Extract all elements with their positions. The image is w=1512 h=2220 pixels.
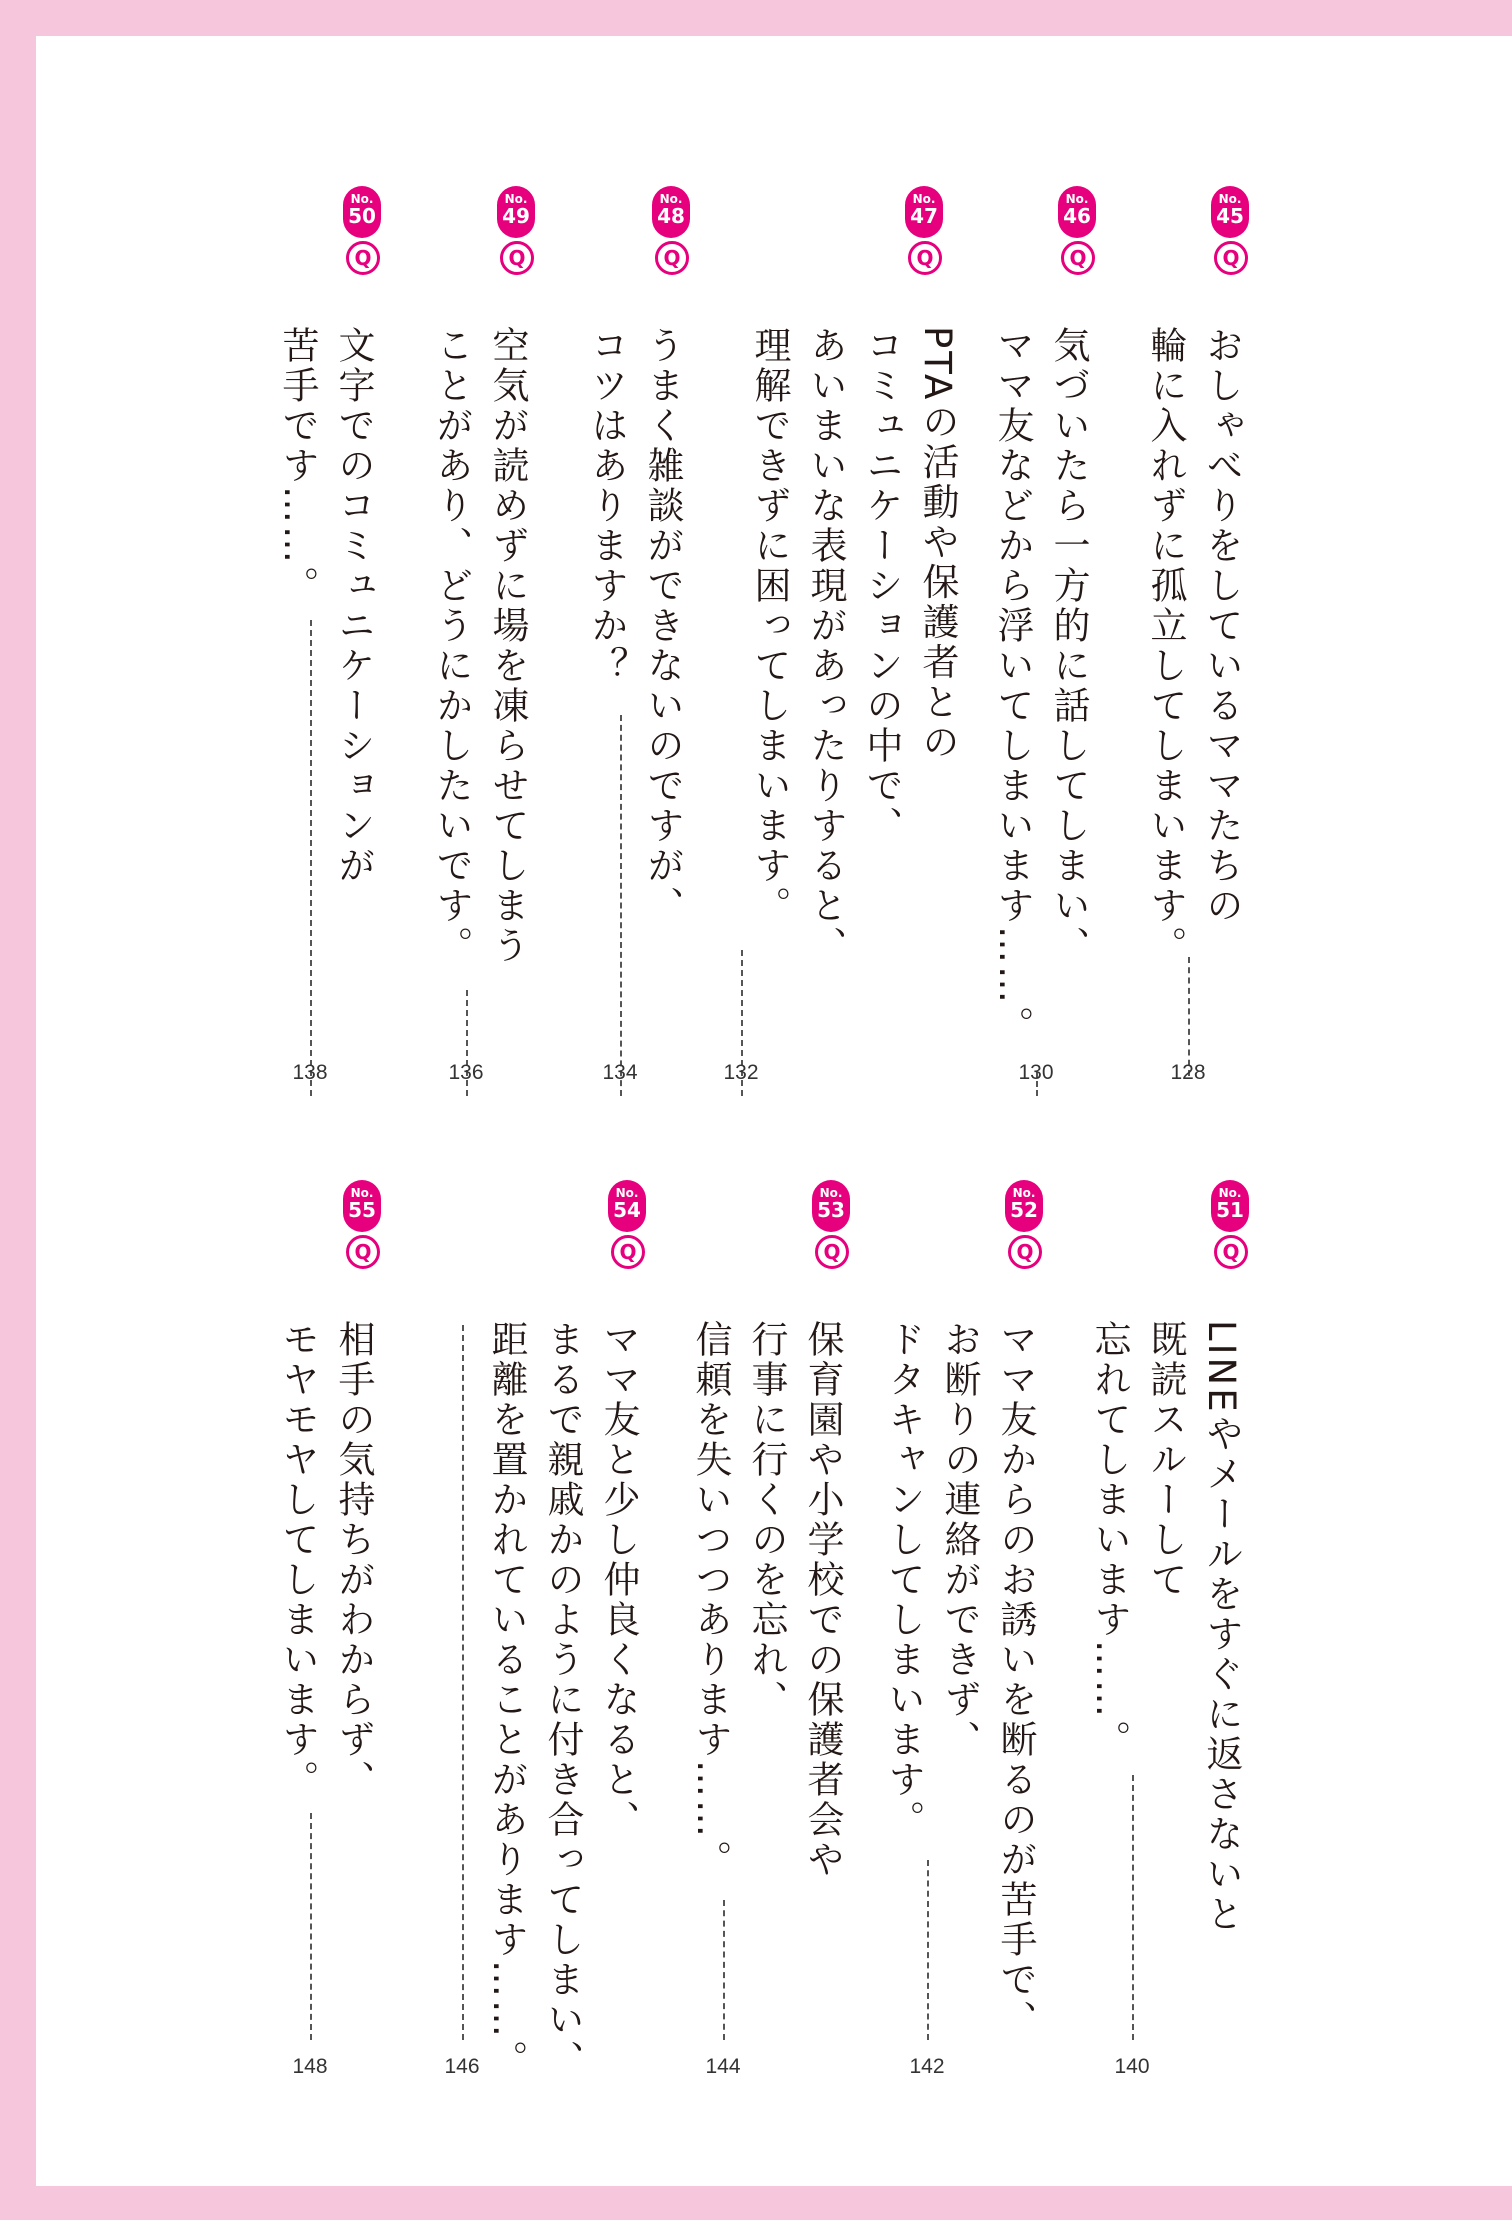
question-number: 50 [348,204,376,228]
question-text: うまく雑談ができないのですが、 コツはありますか？ [585,326,684,926]
q-mark-icon: Q [908,241,942,275]
question-number: 49 [502,204,530,228]
question-number: 45 [1216,204,1244,228]
number-prefix: No. [350,192,374,206]
page-number[interactable]: 132 [723,1061,759,1084]
question-text: PTAの活動や保護者との コミュニケーションの中で、 あいまいな表現があったりすると、 理解できずに困ってしまいます。 [748,326,959,966]
number-prefix: No. [1065,192,1089,206]
page-number[interactable]: 148 [292,2055,328,2078]
book-page [36,36,1512,2186]
page-number[interactable]: 130 [1018,1061,1054,1084]
number-prefix: No. [1012,1186,1036,1200]
question-number: 53 [817,1198,845,1222]
question-number-badge [1211,1180,1249,1232]
question-text: ママ友からのお誘いを断るのが苦手で、 お断りの連絡ができず、 ドタキャンしてしまいます。 [882,1320,1037,2040]
leader-dashed-line [310,620,312,1096]
q-mark-icon: Q [1214,1235,1248,1269]
q-mark-icon: Q [346,241,380,275]
q-mark-icon: Q [611,1235,645,1269]
question-number: 46 [1063,204,1091,228]
leader-dashed-line [723,1900,725,2040]
question-text: 保育園や小学校での保護者会や 行事に行くのを忘れ、 信頼を失いつつあります……。 [689,1320,844,1880]
question-number-badge [652,186,690,238]
question-number-badge [608,1180,646,1232]
number-prefix: No. [504,192,528,206]
question-number: 47 [910,204,938,228]
leader-dashed-line [927,1860,929,2040]
leader-dashed-line [1132,1775,1134,2040]
number-prefix: No. [659,192,683,206]
page-number[interactable]: 142 [909,2055,945,2078]
page-number[interactable]: 146 [444,2055,480,2078]
page-number[interactable]: 134 [602,1061,638,1084]
question-text: 相手の気持ちがわからず、 モヤモヤしてしまいます。 [276,1320,375,1800]
q-mark-icon: Q [1008,1235,1042,1269]
question-text: 空気が読めずに場を凍らせてしまう ことがあり、どうにかしたいです。 [430,326,529,966]
q-mark-icon: Q [346,1235,380,1269]
q-mark-icon: Q [655,241,689,275]
question-text: LINEやメールをすぐに返さないと 既読スルーして 忘れてしまいます……。 [1088,1320,1243,1935]
question-number: 51 [1216,1198,1244,1222]
page-number[interactable]: 128 [1170,1061,1206,1084]
page-number[interactable]: 138 [292,1061,328,1084]
q-mark-icon: Q [815,1235,849,1269]
number-prefix: No. [615,1186,639,1200]
question-text: 文字でのコミュニケーションが 苦手です……。 [276,326,375,886]
question-number-badge [1058,186,1096,238]
question-number-badge [1005,1180,1043,1232]
q-mark-icon: Q [500,241,534,275]
question-text: 気づいたら一方的に話してしまい、 ママ友などから浮いてしまいます……。 [991,326,1090,1046]
question-number-badge [812,1180,850,1232]
page-number[interactable]: 140 [1114,2055,1150,2078]
number-prefix: No. [819,1186,843,1200]
page-number[interactable]: 144 [705,2055,741,2078]
number-prefix: No. [912,192,936,206]
question-text: おしゃべりをしているママたちの 輪に入れずに孤立してしまいます。 [1144,326,1243,966]
leader-dashed-line [1188,957,1190,1076]
leader-dashed-line [620,715,622,1096]
question-number-badge [905,186,943,238]
q-mark-icon: Q [1214,241,1248,275]
question-number: 55 [348,1198,376,1222]
page-number[interactable]: 136 [448,1061,484,1084]
leader-dashed-line [462,1325,464,2040]
question-number-badge [1211,186,1249,238]
question-text: ママ友と少し仲良くなると、 まるで親戚かのように付き合ってしまい、 距離を置かれていることがあります……。 [485,1320,640,2080]
question-number-badge [343,1180,381,1232]
question-number: 52 [1010,1198,1038,1222]
number-prefix: No. [1218,1186,1242,1200]
number-prefix: No. [1218,192,1242,206]
q-mark-icon: Q [1061,241,1095,275]
leader-dashed-line [310,1813,312,2040]
question-number-badge [497,186,535,238]
question-number-badge [343,186,381,238]
number-prefix: No. [350,1186,374,1200]
question-number: 54 [613,1198,641,1222]
question-number: 48 [657,204,685,228]
